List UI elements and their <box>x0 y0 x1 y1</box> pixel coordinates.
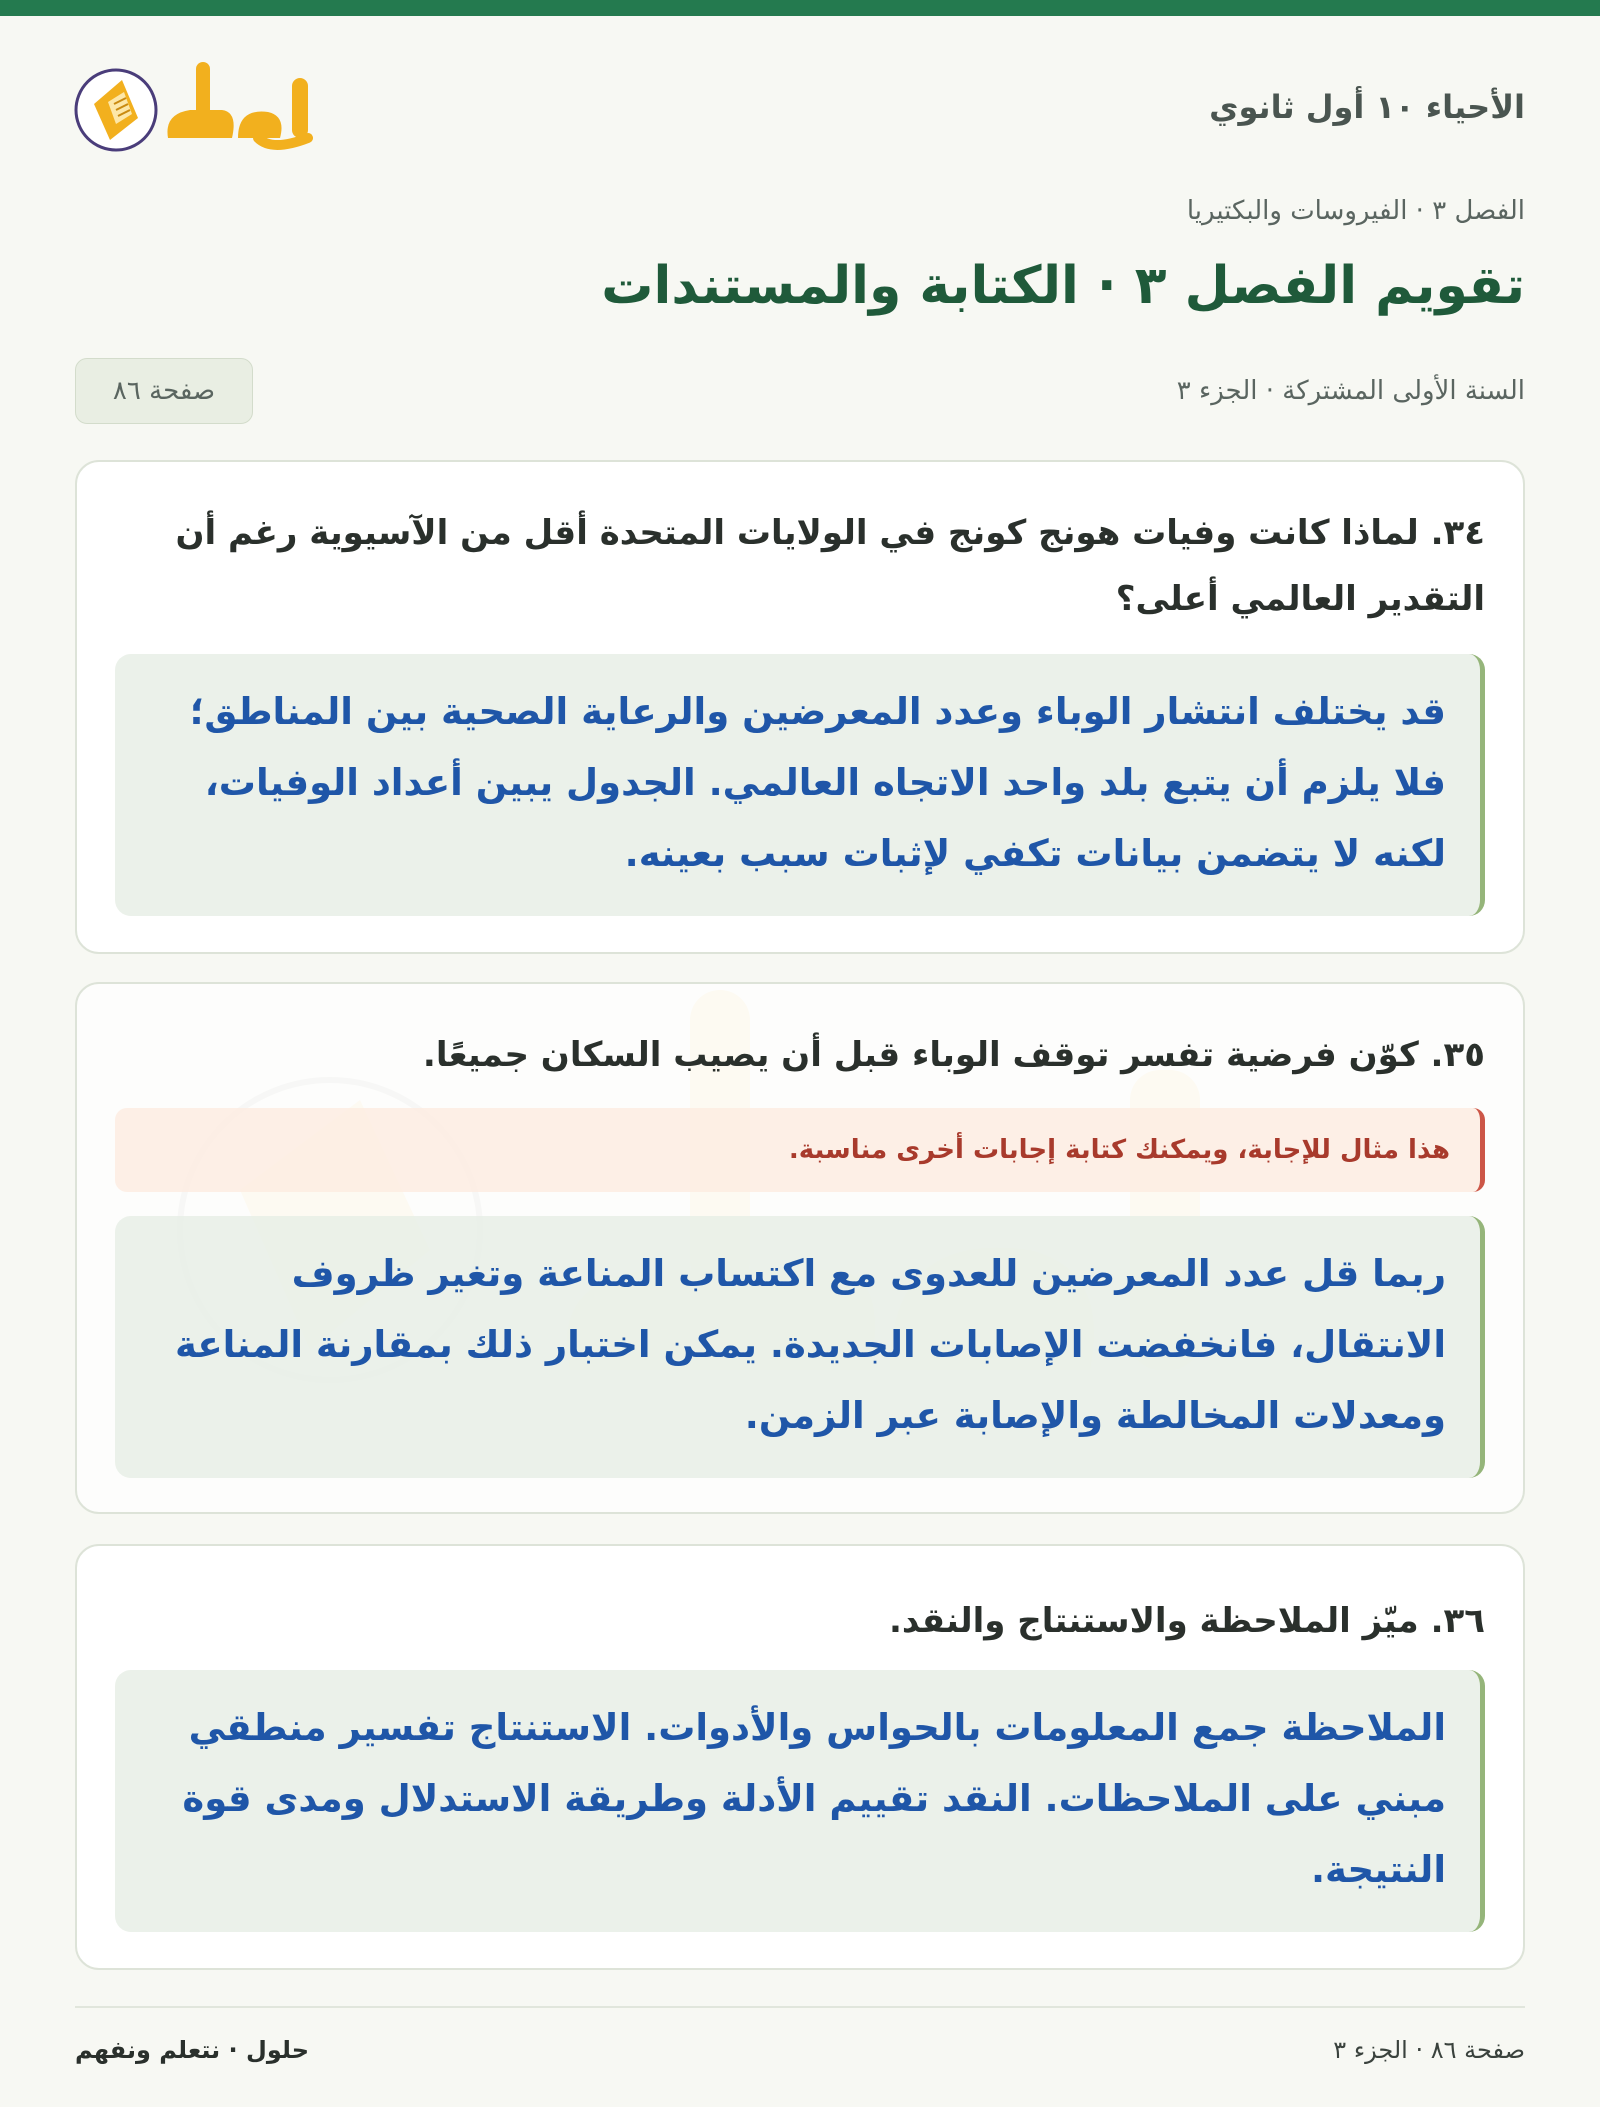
question-text: ٣٦. ميّز الملاحظة والاستنتاج والنقد. <box>888 1601 1485 1641</box>
page-meta: السنة الأولى المشتركة · الجزء ٣ <box>1176 376 1525 406</box>
question-card-36 <box>75 1544 1525 1970</box>
question-card-34 <box>75 460 1525 954</box>
answer-box: الملاحظة جمع المعلومات بالحواس والأدوات. الاستنتاج تفسير منطقي مبني على الملاحظات. النقد تقييم الأدلة وطريقة الاستدلال ومدى قوة النتيجة. <box>115 1670 1485 1932</box>
breadcrumb: الفصل ٣ · الفيروسات والبكتيريا <box>1186 196 1525 226</box>
footer-page-info: صفحة ٨٦ · الجزء ٣ <box>1333 2036 1525 2064</box>
page-title: تقويم الفصل ٣ · الكتابة والمستندات <box>601 256 1525 316</box>
question-text: ٣٤. لماذا كانت وفيات هونج كونج في الولايات المتحدة أقل من الآسيوية رغم أن التقدير العالمي أعلى؟ <box>175 513 1485 619</box>
footer-brand: حلول · نتعلم ونفهم <box>75 2036 309 2064</box>
answer-box: ربما قل عدد المعرضين للعدوى مع اكتساب المناعة وتغير ظروف الانتقال، فانخفضت الإصابات الجديدة. يمكن اختبار ذلك بمقارنة المناعة ومعدلات المخالطة والإصابة عبر الزمن. <box>115 1216 1485 1478</box>
question-card-35 <box>75 982 1525 1514</box>
footer-divider <box>75 2006 1525 2008</box>
answer-box: قد يختلف انتشار الوباء وعدد المعرضين والرعاية الصحية بين المناطق؛ فلا يلزم أن يتبع بلد واحد الاتجاه العالمي. الجدول يبين أعداد الوفيات، لكنه لا يتضمن بيانات تكفي لإثبات سبب بعينه. <box>115 654 1485 916</box>
example-answer-note: هذا مثال للإجابة، ويمكنك كتابة إجابات أخرى مناسبة. <box>115 1108 1485 1192</box>
top-accent-bar <box>0 0 1600 16</box>
question-text: ٣٥. كوّن فرضية تفسر توقف الوباء قبل أن يصيب السكان جميعًا. <box>422 1035 1485 1075</box>
hulul-logo <box>72 52 342 162</box>
subject-title: الأحياء ١٠ أول ثانوي <box>1209 88 1525 126</box>
page-number-badge: صفحة ٨٦ <box>75 358 253 424</box>
